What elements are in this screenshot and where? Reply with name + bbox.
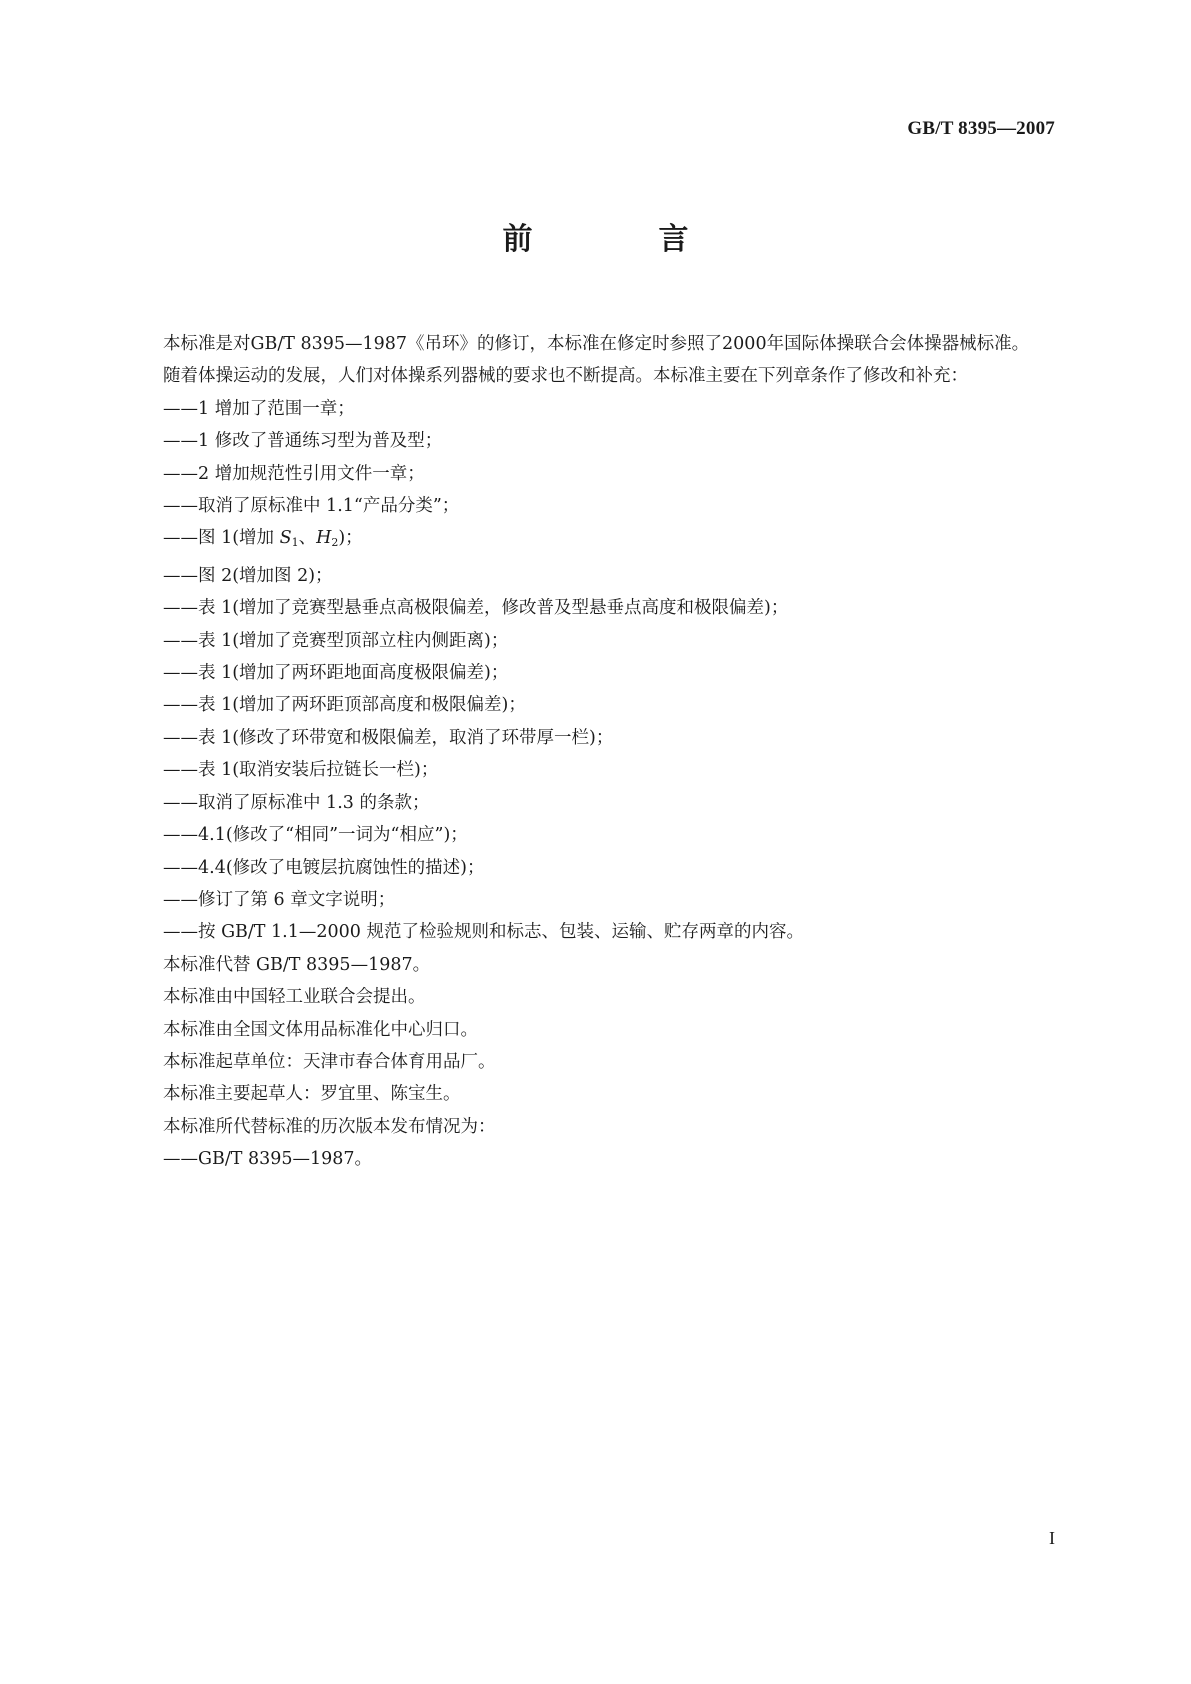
change-item: ——表 1(增加了竞赛型悬垂点高极限偏差，修改普及型悬垂点高度和极限偏差)；: [163, 598, 789, 619]
change-item: ——表 1(取消安装后拉链长一栏)；: [163, 760, 439, 781]
changes-paragraph: 随着体操运动的发展，人们对体操系列器械的要求也不断提高。本标准主要在下列章条作了修改和补充：: [163, 366, 968, 387]
symbol-s-subscript: 1: [291, 536, 299, 550]
statement-replaces: 本标准代替 GB/T 8395—1987。: [163, 954, 431, 975]
change-item-figure1: [128, 522, 1064, 559]
change-item: ——按 GB/T 1.1—2000 规范了检验规则和标志、包装、运输、贮存两章的内容。: [163, 922, 804, 943]
foreword-body: [128, 328, 1064, 1176]
figure1-prefix: ——图 1(增加: [163, 528, 280, 549]
change-item: ——表 1(增加了两环距地面高度极限偏差)；: [163, 663, 509, 684]
page-number: I: [1049, 1528, 1055, 1548]
intro-paragraph: 本标准是对GB/T 8395—1987《吊环》的修订，本标准在修定时参照了2000年国际体操联合会体操器械标准。: [163, 334, 1030, 354]
change-item: ——取消了原标准中 1.1“产品分类”；: [163, 496, 460, 517]
change-item: ——1 增加了范围一章；: [163, 398, 355, 419]
change-item: ——1 修改了普通练习型为普及型；: [163, 431, 443, 452]
change-item: ——取消了原标准中 1.3 的条款；: [163, 792, 430, 813]
change-item: ——表 1(增加了竞赛型顶部立柱内侧距离)；: [163, 630, 509, 651]
symbol-h-subscript: 2: [331, 536, 339, 550]
symbol-h: H: [316, 528, 332, 549]
change-item: ——修订了第 6 章文字说明；: [163, 889, 396, 910]
statement-history: 本标准所代替标准的历次版本发布情况为：: [163, 1116, 496, 1137]
history-item: ——GB/T 8395—1987。: [163, 1149, 373, 1170]
change-item: ——2 增加规范性引用文件一章；: [163, 463, 425, 484]
standard-code: GB/T 8395—2007: [907, 118, 1055, 139]
change-item: ——4.1(修改了“相同”一词为“相应”)；: [163, 825, 468, 846]
statement-proposed-by: 本标准由中国轻工业联合会提出。: [163, 987, 426, 1008]
change-item: ——表 1(修改了环带宽和极限偏差，取消了环带厚一栏)；: [163, 727, 614, 748]
page-title: 前 言: [502, 222, 737, 257]
statement-drafting-unit: 本标准起草单位：天津市春合体育用品厂。: [163, 1051, 496, 1072]
figure1-separator: 、: [298, 528, 317, 549]
statement-centralized-by: 本标准由全国文体用品标准化中心归口。: [163, 1019, 478, 1040]
symbol-s: S: [279, 528, 292, 549]
figure1-suffix: )；: [338, 528, 363, 549]
statement-drafters: 本标准主要起草人：罗宜里、陈宝生。: [163, 1084, 461, 1105]
change-item: ——图 2(增加图 2)；: [163, 565, 333, 586]
change-item: ——表 1(增加了两环距顶部高度和极限偏差)；: [163, 695, 526, 716]
change-item: ——4.4(修改了电镀层抗腐蚀性的描述)；: [163, 857, 485, 878]
